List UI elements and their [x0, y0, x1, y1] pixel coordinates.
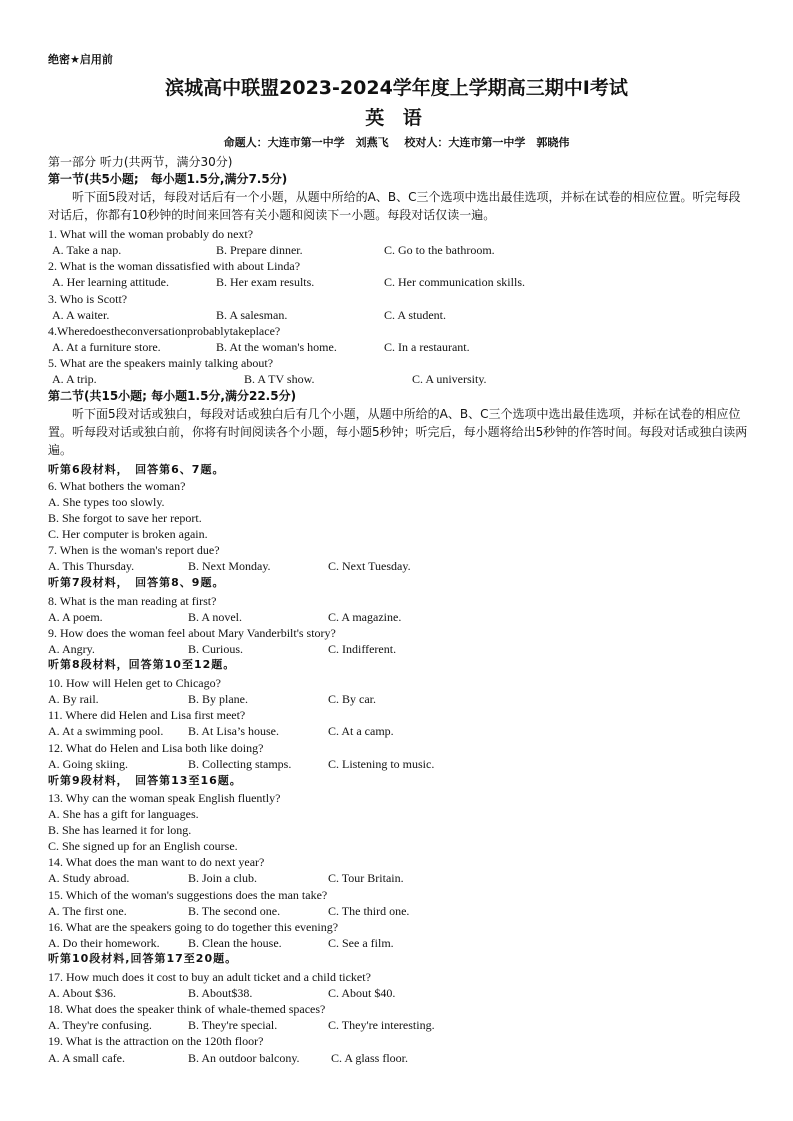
option-c: C. Listening to music.: [328, 757, 435, 771]
option-b: B. Next Monday.: [188, 559, 271, 573]
checker: 校对人：大连市第一中学 郭晓伟: [404, 136, 570, 149]
option-a: A. A small cafe.: [48, 1051, 125, 1065]
option-c: C. Next Tuesday.: [328, 559, 411, 573]
q6-option-a: A. She types too slowly.: [48, 495, 165, 509]
option-c: C. By car.: [328, 692, 376, 706]
part1-title: 第一部分 听力(共两节，满分30分): [48, 155, 233, 169]
question-2: 2. What is the woman dissatisfied with about Linda?: [48, 259, 301, 273]
option-a: A. By rail.: [48, 692, 99, 706]
question-13: 13. Why can the woman speak English fluently?: [48, 791, 281, 805]
question-8: 8. What is the man reading at first?: [48, 594, 217, 608]
option-c: C. About $40.: [328, 986, 396, 1000]
option-a: A. Take a nap.: [52, 243, 122, 257]
option-a: A. A trip.: [52, 372, 97, 386]
material-8-header: 听第8段材料，回答第10至12题。: [48, 658, 236, 671]
option-b: B. Her exam results.: [216, 275, 315, 289]
section2-title: 第二节(共15小题; 每小题1.5分,满分22.5分): [48, 389, 297, 403]
option-b: B. The second one.: [188, 904, 281, 918]
setter: 命题人：大连市第一中学 刘燕飞: [223, 136, 389, 149]
option-a: A. A poem.: [48, 610, 103, 624]
question-6: 6. What bothers the woman?: [48, 479, 186, 493]
option-c: C. The third one.: [328, 904, 410, 918]
question-7: 7. When is the woman's report due?: [48, 543, 220, 557]
option-c: C. A glass floor.: [331, 1051, 409, 1065]
option-b: B. At Lisa’s house.: [188, 724, 280, 738]
option-b: B. Prepare dinner.: [216, 243, 303, 257]
option-b: B. About$38.: [188, 986, 253, 1000]
material-9-header: 听第9段材料， 回答第13至16题。: [48, 774, 242, 787]
question-3: 3. Who is Scott?: [48, 292, 128, 306]
q6-option-c: C. Her computer is broken again.: [48, 527, 208, 541]
question-16: 16. What are the speakers going to do together this evening?: [48, 920, 339, 934]
option-c: C. See a film.: [328, 936, 394, 950]
question-12: 12. What do Helen and Lisa both like doing?: [48, 741, 264, 755]
question-1: 1. What will the woman probably do next?: [48, 227, 254, 241]
option-a: A. Do their homework.: [48, 936, 160, 950]
option-b: B. A novel.: [188, 610, 243, 624]
option-c: C. A student.: [384, 308, 447, 322]
option-c: C. At a camp.: [328, 724, 394, 738]
q6-option-b: B. She forgot to save her report.: [48, 511, 202, 525]
option-a: A. Angry.: [48, 642, 95, 656]
option-b: B. Curious.: [188, 642, 244, 656]
q13-option-b: B. She has learned it for long.: [48, 823, 192, 837]
option-b: B. A TV show.: [244, 372, 315, 386]
option-b: B. They're special.: [188, 1018, 278, 1032]
question-10: 10. How will Helen get to Chicago?: [48, 676, 221, 690]
option-c: C. In a restaurant.: [384, 340, 470, 354]
author-line: [0, 136, 793, 150]
confidential-mark: 绝密★启用前: [48, 53, 113, 66]
question-17: 17. How much does it cost to buy an adult ticket and a child ticket?: [48, 970, 371, 984]
option-a: A. About $36.: [48, 986, 117, 1000]
option-b: B. Clean the house.: [188, 936, 282, 950]
option-a: A. Study abroad.: [48, 871, 130, 885]
option-c: C. Tour Britain.: [328, 871, 404, 885]
section2-instruction: 听下面5段对话或独白，每段对话或独白后有几个小题，从题中所给的A、B、C三个选项中选出最佳选项，并标在试卷的相应位置。听每段对话或独白前，你将有时间阅读各个小题，每小题5秒钟；听完后，每小题将给出5秒钟的作答时间。每段对话或独白读两遍。: [48, 407, 748, 457]
option-a: A. At a furniture store.: [52, 340, 161, 354]
option-c: C. Her communication skills.: [384, 275, 525, 289]
option-c: C. A magazine.: [328, 610, 402, 624]
option-a: A. Going skiing.: [48, 757, 129, 771]
q13-option-c: C. She signed up for an English course.: [48, 839, 238, 853]
question-19: 19. What is the attraction on the 120th floor?: [48, 1034, 264, 1048]
question-5: 5. What are the speakers mainly talking about?: [48, 356, 274, 370]
q13-option-a: A. She has a gift for languages.: [48, 807, 199, 821]
question-4: 4.Wheredoestheconversationprobablytakeplace?: [48, 324, 281, 338]
option-a: A. At a swimming pool.: [48, 724, 164, 738]
section1-instruction: 听下面5段对话，每段对话后有一个小题，从题中所给的A、B、C三个选项中选出最佳选项，并标在试卷的相应位置。听完每段对话后，你都有10秒钟的时间来回答有关小题和阅读下一小题。每段对话仅读一遍。: [48, 190, 741, 222]
option-b: B. An outdoor balcony.: [188, 1051, 300, 1065]
option-c: C. They're interesting.: [328, 1018, 435, 1032]
material-6-header: 听第6段材料， 回答第6、7题。: [48, 463, 225, 476]
option-c: C. Go to the bathroom.: [384, 243, 495, 257]
option-a: A. This Thursday.: [48, 559, 135, 573]
material-10-header: 听第10段材料,回答第17至20题。: [48, 952, 238, 965]
question-9: 9. How does the woman feel about Mary Vanderbilt's story?: [48, 626, 336, 640]
option-c: C. A university.: [412, 372, 487, 386]
subject-title: 英 语: [365, 107, 428, 129]
option-b: B. Join a club.: [188, 871, 257, 885]
exam-title: 滨城高中联盟2023-2024学年度上学期高三期中Ⅰ考试: [165, 77, 628, 99]
question-14: 14. What does the man want to do next year?: [48, 855, 265, 869]
option-b: B. Collecting stamps.: [188, 757, 292, 771]
question-11: 11. Where did Helen and Lisa first meet?: [48, 708, 246, 722]
option-a: A. A waiter.: [52, 308, 110, 322]
option-a: A. Her learning attitude.: [52, 275, 169, 289]
section1-title: 第一节(共5小题; 每小题1.5分,满分7.5分): [48, 172, 288, 186]
option-b: B. By plane.: [188, 692, 248, 706]
material-7-header: 听第7段材料， 回答第8、9题。: [48, 576, 225, 589]
option-b: B. At the woman's home.: [216, 340, 337, 354]
question-15: 15. Which of the woman's suggestions does the man take?: [48, 888, 328, 902]
option-c: C. Indifferent.: [328, 642, 397, 656]
option-a: A. The first one.: [48, 904, 127, 918]
option-a: A. They're confusing.: [48, 1018, 152, 1032]
option-b: B. A salesman.: [216, 308, 288, 322]
question-18: 18. What does the speaker think of whale-themed spaces?: [48, 1002, 326, 1016]
